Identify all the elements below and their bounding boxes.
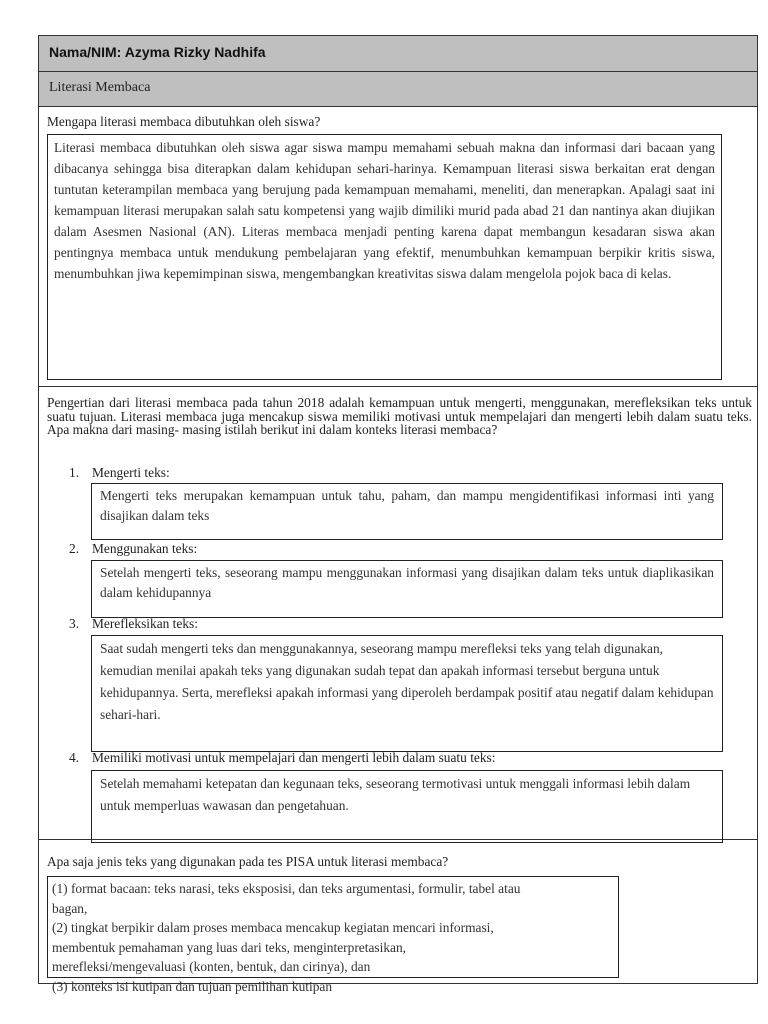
item-label: Merefleksikan teks: <box>92 616 198 631</box>
question-2-intro: Pengertian dari literasi membaca pada tahun 2018 adalah kemampuan untuk mengerti, menggunakan, merefleksikan teks untuk suatu tujuan. Literasi membaca juga mencakup siswa memiliki motivasi untuk mempelajari dan mengerti lebih dalam suatu teks. Apa makna dari masing- masing istilah berikut ini dalam konteks literasi membaca? <box>47 395 752 437</box>
answer-3-line: (3) konteks isi kutipan dan tujuan pemilihan kutipan <box>52 978 333 994</box>
student-name: Nama/NIM: Azyma Rizky Nadhifa <box>49 44 266 60</box>
item-label: Mengerti teks: <box>92 465 170 480</box>
answer-3-box <box>47 876 619 994</box>
name-header-row <box>39 36 757 72</box>
question-3-row <box>39 840 757 994</box>
answer-2-3-box: Saat sudah mengerti teks dan menggunakannya, seseorang mampu merefleksi teks yang telah digunakan, kemudian menilai apakah teks yang digunakan sudah tepat dan apakah informasi tersebut berguna untuk kehidupannya. Serta, merefleksi apakah informasi yang diperoleh berdampak positif atau negatif dalam kehidupan sehari-hari. <box>91 635 723 752</box>
question-2-row <box>39 387 757 840</box>
item-label: Memiliki motivasi untuk mempelajari dan mengerti lebih dalam suatu teks: <box>92 750 496 765</box>
item-number: 2. <box>69 541 80 556</box>
item-number: 3. <box>69 616 80 631</box>
item-number: 1. <box>69 465 80 480</box>
answer-2-4-box: Setelah memahami ketepatan dan kegunaan teks, seseorang termotivasi untuk menggali informasi lebih dalam untuk memperluas wawasan dan pengetahuan. <box>91 770 723 843</box>
topic-header-row <box>39 72 757 107</box>
question-1-text: Mengapa literasi membaca dibutuhkan oleh siswa? <box>47 114 321 129</box>
answer-3-line: membentuk pemahaman yang luas dari teks, menginterpretasikan, <box>52 939 406 955</box>
answer-3-line: bagan, <box>52 900 88 916</box>
item-number: 4. <box>69 750 80 765</box>
answer-3-line: merefleksi/mengevaluasi (konten, bentuk, dan cirinya), dan <box>52 959 371 974</box>
item-label: Menggunakan teks: <box>92 541 198 556</box>
answer-1-box: Literasi membaca dibutuhkan oleh siswa agar siswa mampu memahami sebuah makna dan informasi dari bacaan yang dibacanya sehingga bisa diterapkan dalam kehidupan sehari-harinya. Kemampuan literasi siswa berkaitan erat dengan tuntutan keterampilan membaca yang berujung pada kemampuan memahami, meneliti, dan menerapkan. Apalagi saat ini kemampuan literasi merupakan salah satu kompetensi yang wajib dimiliki murid pada abad 21 dan nantinya akan diujikan dalam Asesmen Nasional (AN). Literas membaca menjadi penting karena dapat membangun kesadaran siswa akan pentingnya membaca untuk mendukung pembelajaran yang efektif, menumbuhkan kemampuan berpikir kritis siswa, menumbuhkan jiwa kepemimpinan siswa, mengembangkan kreativitas siswa dalam mengelola pojok baca di kelas. <box>47 134 722 380</box>
answer-3-line: (1) format bacaan: teks narasi, teks eksposisi, dan teks argumentasi, formulir, tabel atau <box>52 881 521 896</box>
question-3-text: Apa saja jenis teks yang digunakan pada tes PISA untuk literasi membaca? <box>47 854 449 869</box>
question-1-row <box>39 107 757 387</box>
worksheet-table <box>38 35 758 994</box>
answer-2-2-box: Setelah mengerti teks, seseorang mampu menggunakan informasi yang disajikan dalam teks untuk diaplikasikan dalam kehidupannya <box>91 560 723 618</box>
answer-2-1-box: Mengerti teks merupakan kemampuan untuk tahu, paham, dan mampu mengidentifikasi informasi inti yang disajikan dalam teks <box>91 483 723 540</box>
topic-title: Literasi Membaca <box>49 80 151 95</box>
answer-3-line: (2) tingkat berpikir dalam proses membaca mencakup kegiatan mencari informasi, <box>52 920 494 935</box>
